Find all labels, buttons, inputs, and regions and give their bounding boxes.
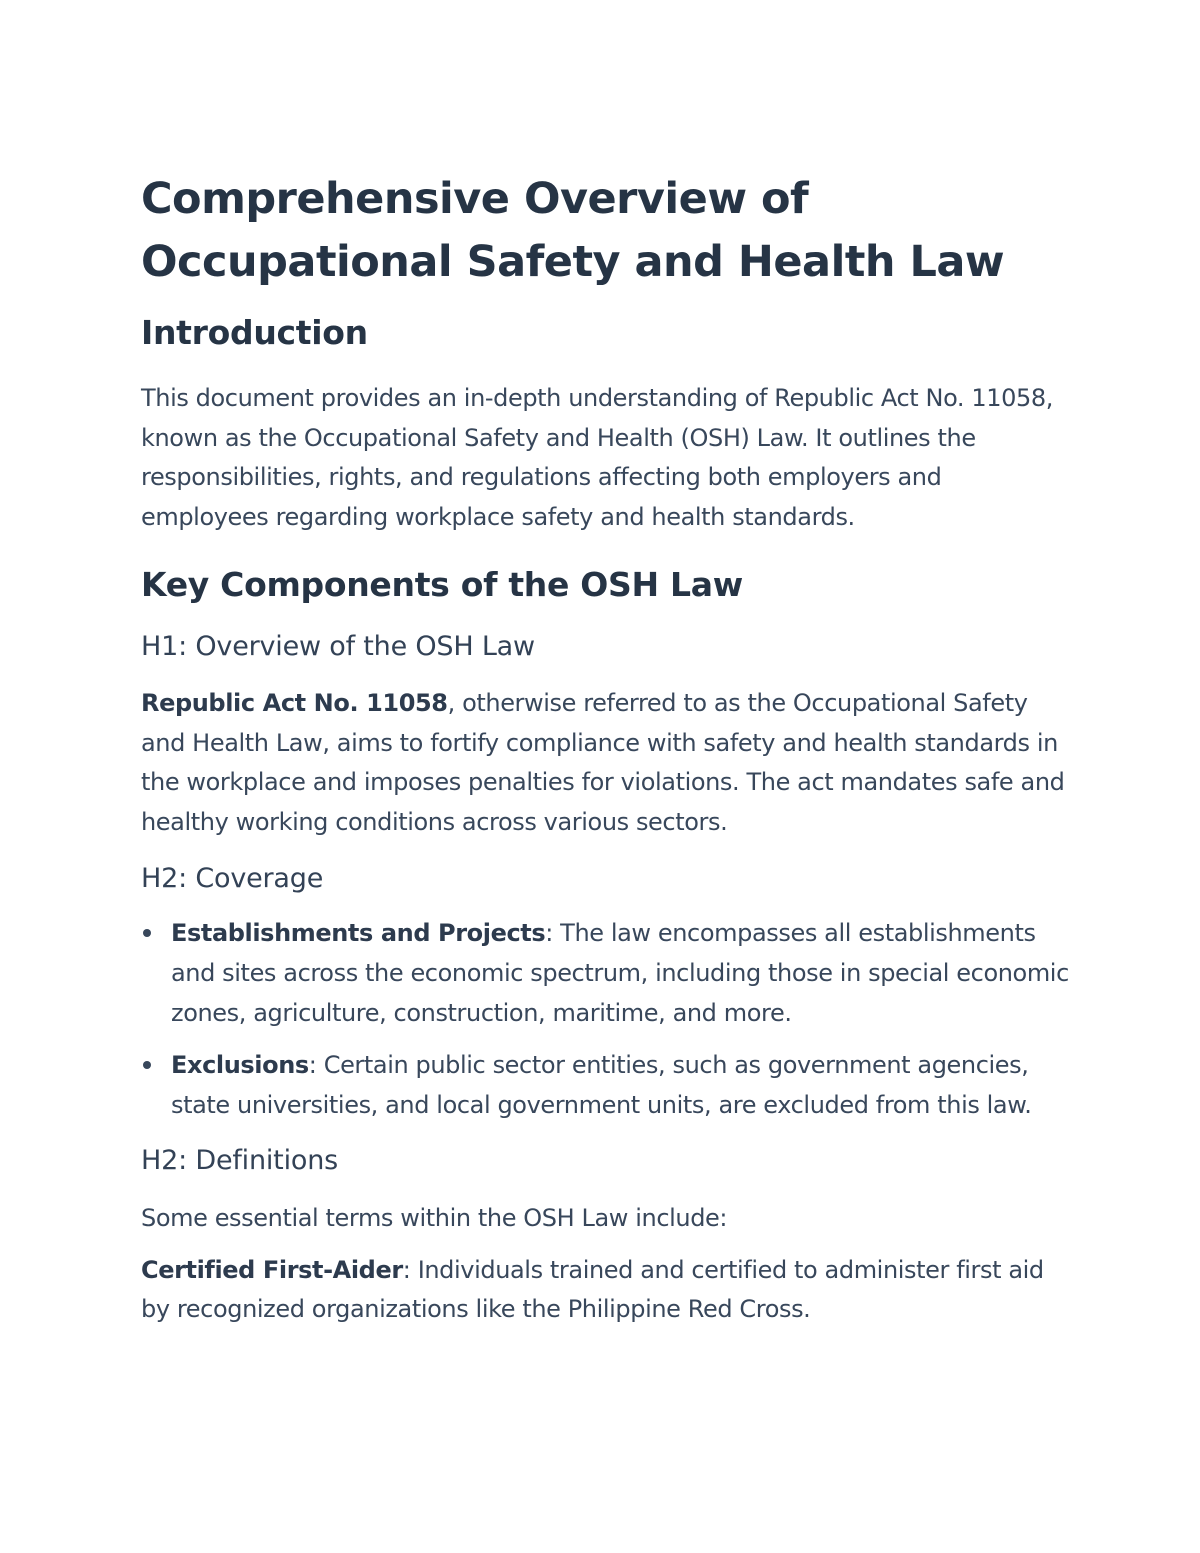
definition-term: Certified First-Aider (141, 1255, 403, 1284)
list-item-term: Establishments and Projects (171, 919, 546, 947)
definitions-intro: Some essential terms within the OSH Law include: (141, 1204, 728, 1232)
overview-heading: H1: Overview of the OSH Law (141, 631, 535, 662)
overview-bold-lead: Republic Act No. 11058 (141, 689, 448, 717)
document-title (141, 168, 1071, 294)
introduction-heading: Introduction (141, 313, 368, 352)
list-item-term: Exclusions (171, 1051, 309, 1079)
coverage-list (141, 913, 1071, 1125)
definitions-heading: H2: Definitions (141, 1145, 338, 1176)
introduction-paragraph: This document provides an in-depth understanding of Republic Act No. 11058, known as the Occupational Safety and Health (OSH) Law. It outlines the responsibilities, rights, and regulations affecting both employers and employees regarding workplace safety and health standards. (141, 384, 1053, 531)
overview-text: , otherwise referred to as the Occupational Safety and Health Law, aims to fortify compliance with safety and health standards in the workplace and imposes penalties for violations. The act mandates safe and healthy working conditions across various sectors. (141, 689, 1065, 836)
list-item-text: : Certain public sector entities, such as government agencies, state universities, and local government units, are excluded from this law. (171, 1051, 1032, 1119)
key-components-heading: Key Components of the OSH Law (141, 565, 743, 604)
definition-first-aider (141, 1251, 1071, 1330)
list-item (141, 1045, 1071, 1125)
title-line-2: Occupational Safety and Health Law (141, 237, 1005, 287)
document-page (141, 168, 1071, 1330)
overview-paragraph (141, 684, 1071, 842)
title-line-1: Comprehensive Overview of (141, 174, 809, 224)
list-item-text: : The law encompasses all establishments and sites across the economic spectrum, including those in special economic zones, agriculture, construction, maritime, and more. (171, 919, 1069, 1027)
coverage-heading: H2: Coverage (141, 863, 324, 894)
bullet-icon (143, 929, 151, 937)
bullet-icon (143, 1061, 151, 1069)
list-item (141, 913, 1071, 1033)
definition-text: : Individuals trained and certified to administer first aid by recognized organizations like the Philippine Red Cross. (141, 1255, 1044, 1323)
